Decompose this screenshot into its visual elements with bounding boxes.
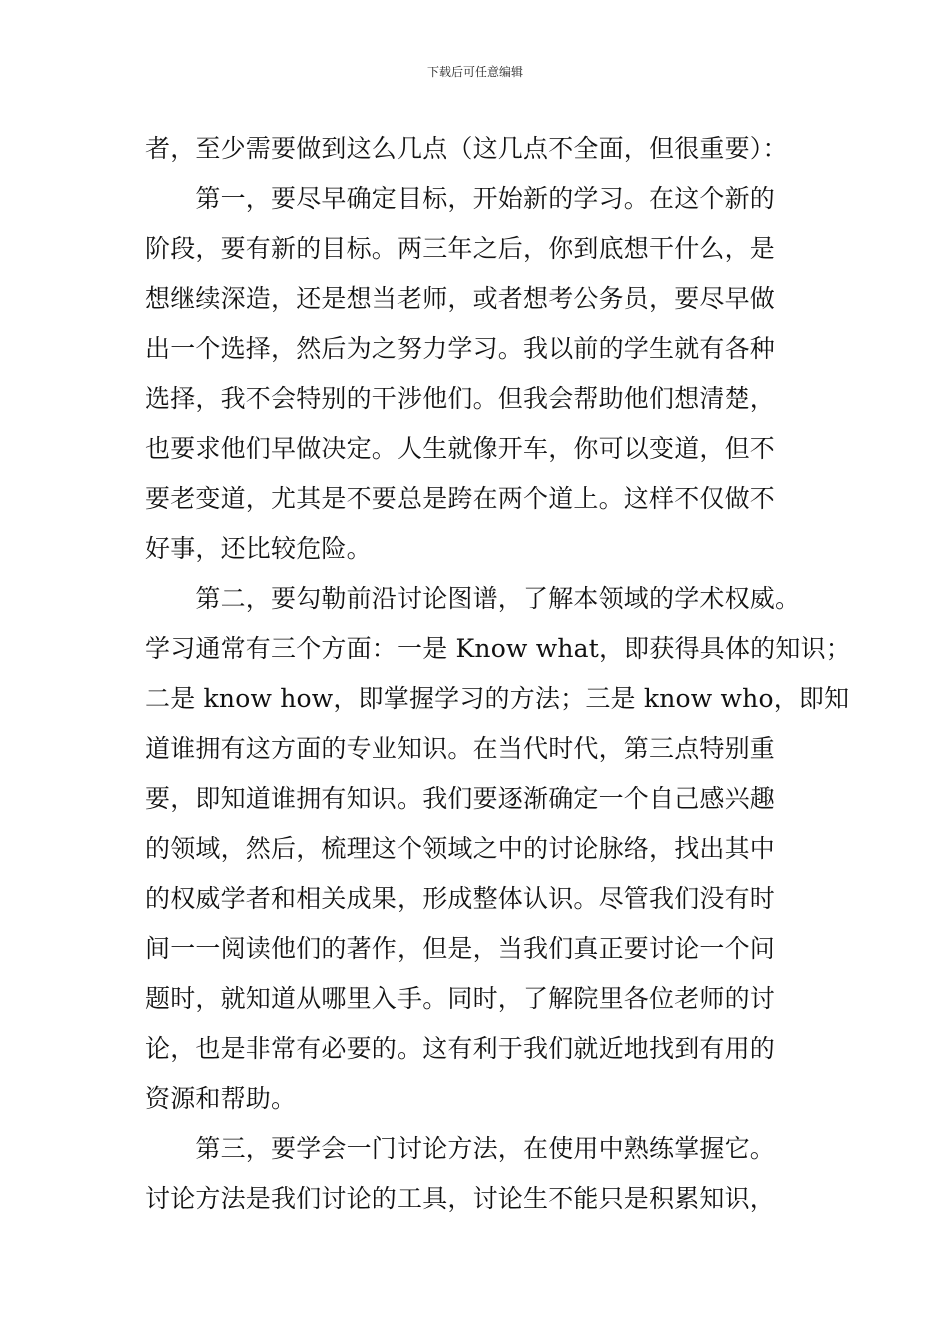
text-line: 的权威学者和相关成果，形成整体认识。尽管我们没有时 (145, 884, 776, 913)
text-line: 间一一阅读他们的著作，但是，当我们真正要讨论一个问 (145, 934, 776, 963)
text-line: 第二，要勾勒前沿讨论图谱，了解本领域的学术权威。 (145, 584, 801, 613)
text-line: 道谁拥有这方面的专业知识。在当代时代，第三点特别重 (145, 734, 776, 763)
text-line: 选择，我不会特别的干涉他们。但我会帮助他们想清楚， (145, 384, 776, 413)
text-line: 题时，就知道从哪里入手。同时，了解院里各位老师的讨 (145, 984, 776, 1013)
text-line: 想继续深造，还是想当老师，或者想考公务员，要尽早做 (145, 284, 776, 313)
text-line: 者，至少需要做到这么几点（这几点不全面，但很重要）： (145, 134, 788, 163)
text-line: 出一个选择，然后为之努力学习。我以前的学生就有各种 (145, 334, 776, 363)
text-line: 第一，要尽早确定目标，开始新的学习。在这个新的 (145, 184, 776, 213)
text-line: 论，也是非常有必要的。这有利于我们就近地找到有用的 (145, 1034, 776, 1063)
text-line: 好事，还比较危险。 (145, 534, 372, 563)
text-line: 阶段，要有新的目标。两三年之后，你到底想干什么，是 (145, 234, 776, 263)
text-line: 第三，要学会一门讨论方法，在使用中熟练掌握它。 (145, 1134, 776, 1163)
text-line: 要，即知道谁拥有知识。我们要逐渐确定一个自己感兴趣 (145, 784, 776, 813)
text-line: 二是 know how，即掌握学习的方法；三是 know who，即知 (145, 684, 850, 713)
text-line: 资源和帮助。 (145, 1084, 297, 1113)
text-line: 讨论方法是我们讨论的工具，讨论生不能只是积累知识， (145, 1184, 776, 1213)
text-line: 也要求他们早做决定。人生就像开车，你可以变道，但不 (145, 434, 776, 463)
page-header: 下载后可任意编辑 (426, 65, 523, 79)
text-line: 学习通常有三个方面：一是 Know what，即获得具体的知识； (145, 634, 851, 663)
text-line: 要老变道，尤其是不要总是跨在两个道上。这样不仅做不 (145, 484, 776, 513)
text-line: 的领域，然后，梳理这个领域之中的讨论脉络，找出其中 (145, 834, 776, 863)
